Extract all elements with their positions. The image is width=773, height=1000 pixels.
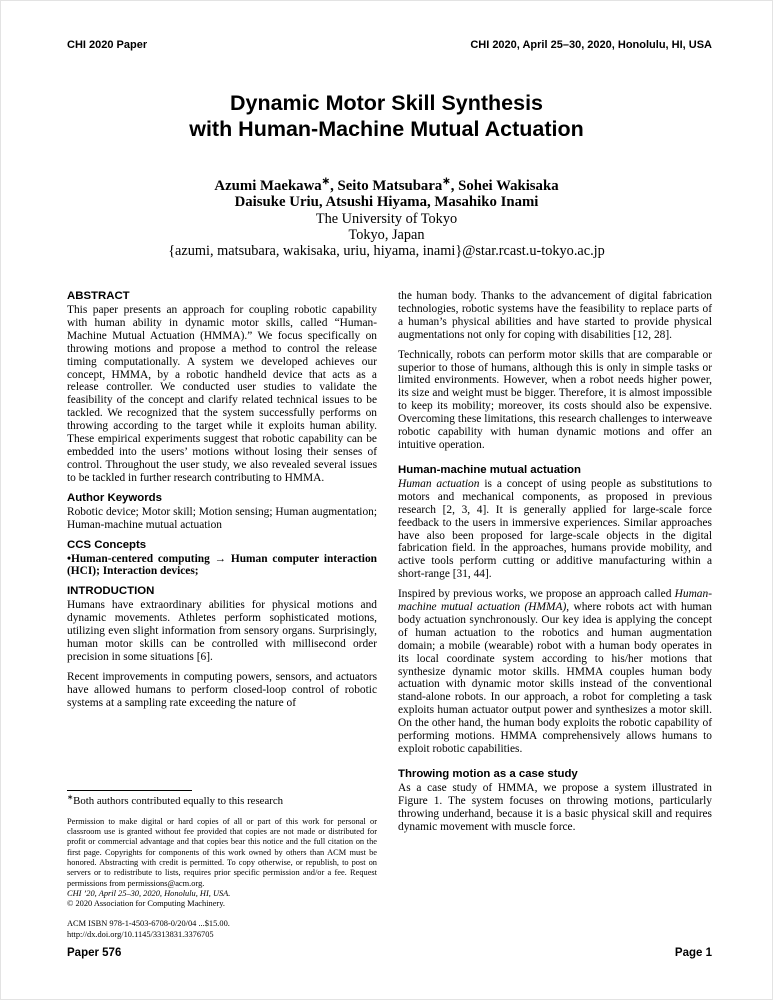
superscript-marker: ∗	[67, 792, 74, 802]
paragraph	[398, 349, 712, 452]
section-heading: Throwing motion as a case study	[398, 767, 578, 780]
footnote-rule	[67, 790, 192, 791]
text-run: , Seito Matsubara	[330, 178, 443, 194]
paragraph	[67, 506, 377, 532]
text-run: Azumi Maekawa	[214, 178, 322, 194]
text-run: Recent improvements in computing powers, sensors, and actuators have allowed humans to perform closed-loop control of robotic systems at a sampling rate exceeding the nature of	[67, 670, 377, 709]
running-header	[67, 39, 712, 51]
superscript-marker: ∗	[321, 176, 331, 188]
section-heading: Author Keywords	[67, 491, 162, 504]
author-line	[1, 243, 772, 259]
text-run: {azumi, matsubara, wakisaka, uriu, hiyama, inami}@star.rcast.u-tokyo.ac.jp	[168, 243, 605, 260]
paragraph	[67, 599, 377, 664]
text-run: Human actuation	[398, 477, 480, 490]
section-heading: INTRODUCTION	[67, 585, 155, 598]
text-run: Human-machine mutual actuation (HMMA)	[398, 588, 712, 614]
text-run: Humans have extraordinary abilities for physical motions and dynamic movements. Athletes perform sophisticated motions, utilizing even slight information from sensory organs. Surprisingly, human motor skills can be controlled with millisecond order precision in some situations [6].	[67, 599, 377, 663]
text-run: is a concept of using people as substitutions to motors and mechanical components, as proposed in previous research [2, 3, 4]. It is generally applied for large-scale force feedback to the users in immersive experiences. Similar approaches have also been proposed for large-scale objects in the digital fabrication field. In the approaches, humans provide mobility, and active tools perform cutting or additive manufacturing within a short-range [31, 44].	[398, 477, 712, 581]
text-run: Technically, robots can perform motor skills that are comparable or superior to those of humans, although this is only in simple tasks or limited environments. However, when a robot needs higher power, its size and weight must be bigger. Therefore, it is almost impossible to keep its mobility; moreover, its costs should also be expensive. Overcoming these limitations, this research challenges to interweave robotic capability with human dynamic motions and offer an intuitive operation.	[398, 348, 712, 451]
body-columns	[67, 290, 712, 940]
text-run: Tokyo, Japan	[348, 226, 425, 243]
left-column	[67, 290, 377, 940]
text-run: Daisuke Uriu, Atsushi Hiyama, Masahiko Inami	[234, 194, 539, 211]
right-column	[398, 290, 712, 940]
footer-left: Paper 576	[67, 947, 122, 959]
header-right: CHI 2020, April 25–30, 2020, Honolulu, HI, USA	[470, 39, 712, 51]
running-footer	[67, 947, 712, 959]
copyright-line: © 2020 Association for Computing Machinery.	[67, 899, 225, 909]
author-line	[1, 227, 772, 243]
header-left: CHI 2020 Paper	[67, 39, 148, 51]
footnote-area	[67, 784, 377, 940]
author-line	[1, 194, 772, 210]
text-run: , where robots act with human body actuation synchronously. Our key idea is applying the concept of human actuation to the robotics and human augmentation domain; a mobile (wearable) robot with a human body operates in its local coordinate system according to his/her motions that synthesize dynamic motor skills. HMMA couples human body actuation with dynamic motor skills instead of the conventional stand-alone robots. In our approach, a robot for completing a task exploits human actuator output power and synthesizes a motor skill. On the other hand, the human body exploits the robotic capability of performing motions. HMMA comprehensively allows humans to exploit robotic capabilities.	[398, 601, 712, 755]
paragraph	[67, 304, 377, 485]
text-run: Both authors contributed equally to this research	[73, 794, 284, 807]
text-run: The University of Tokyo	[315, 210, 458, 227]
title-line-1: Dynamic Motor Skill Synthesis	[229, 91, 544, 115]
text-run: This paper presents an approach for coupling robotic capability with human ability in dynamic motor skills, called “Human-Machine Mutual Actuation (HMMA).” We focus specifically on throwing motions and propose a method to control the release timing computationally. A system we developed achieves our concept, HMMA, by a robotic handheld device that acts as a release controller. We conducted user studies to validate the feasibility of the concept and clarify related technical issues to be tackled. We recognized that the system successfully performs on throwing according to the target while it exploits human ability. These empirical experiments suggest that robotic capability can be embedded into the users’ motions without losing their senses of control. Throughout the user study, we also revealed several issues to be tackled in further research contributing to HMMA.	[67, 304, 377, 484]
permission-block	[67, 817, 377, 940]
paragraph	[67, 671, 377, 710]
isbn-line: ACM ISBN 978-1-4503-6708-0/20/04 ...$15.00.	[67, 919, 230, 929]
paragraph	[398, 588, 712, 756]
doi-link: http://dx.doi.org/10.1145/3313831.3376705	[67, 929, 214, 939]
text-run: •Human-centered computing → Human computer interaction (HCI); Interaction devices;	[67, 552, 377, 578]
conference-citation: CHI ’20, April 25–30, 2020, Honolulu, HI, USA.	[67, 888, 231, 898]
paragraph	[67, 553, 377, 579]
permission-text: Permission to make digital or hard copies of all or part of this work for personal or classroom use is granted without fee provided that copies are not made or distributed for profit or commercial advantage and that copies bear this notice and the full citation on the first page. Copyrights for components of this work owned by others than ACM must be honored. Abstracting with credit is permitted. To copy otherwise, or republish, to post on servers or to redistribute to lists, requires prior specific permission and/or a fee. Request permissions from permissions@acm.org.	[67, 816, 377, 888]
text-run: Robotic device; Motor skill; Motion sensing; Human augmentation; Human-machine mutual actuation	[67, 505, 377, 531]
left-column-blocks	[67, 290, 377, 717]
footer-right: Page 1	[674, 947, 712, 959]
text-run: As a case study of HMMA, we propose a system illustrated in Figure 1. The system focuses on throwing motions, particularly throwing underhand, because it is a basic physical skill and requires dynamic movement with muscle force.	[398, 781, 712, 833]
author-line	[1, 178, 772, 194]
text-run: the human body. Thanks to the advancement of digital fabrication technologies, robotic systems have the feasibility to replace parts of a human’s physical abilities and have started to provide physical augmentations not only for coping with disabilities [12, 28].	[398, 290, 712, 341]
section-heading: CCS Concepts	[67, 538, 147, 551]
paragraph	[398, 478, 712, 581]
section-heading: Human-machine mutual actuation	[398, 463, 581, 476]
section-heading: ABSTRACT	[67, 290, 130, 302]
title-line-2: with Human-Machine Mutual Actuation	[189, 116, 584, 141]
paragraph	[398, 782, 712, 834]
paragraph	[398, 290, 712, 342]
author-block	[1, 178, 772, 259]
superscript-marker: ∗	[442, 176, 451, 188]
text-run: Inspired by previous works, we propose an approach called	[398, 588, 675, 601]
paper-title	[1, 91, 772, 142]
author-line	[1, 211, 772, 227]
text-run: , Sohei Wakisaka	[450, 178, 559, 194]
footnote	[67, 792, 377, 808]
